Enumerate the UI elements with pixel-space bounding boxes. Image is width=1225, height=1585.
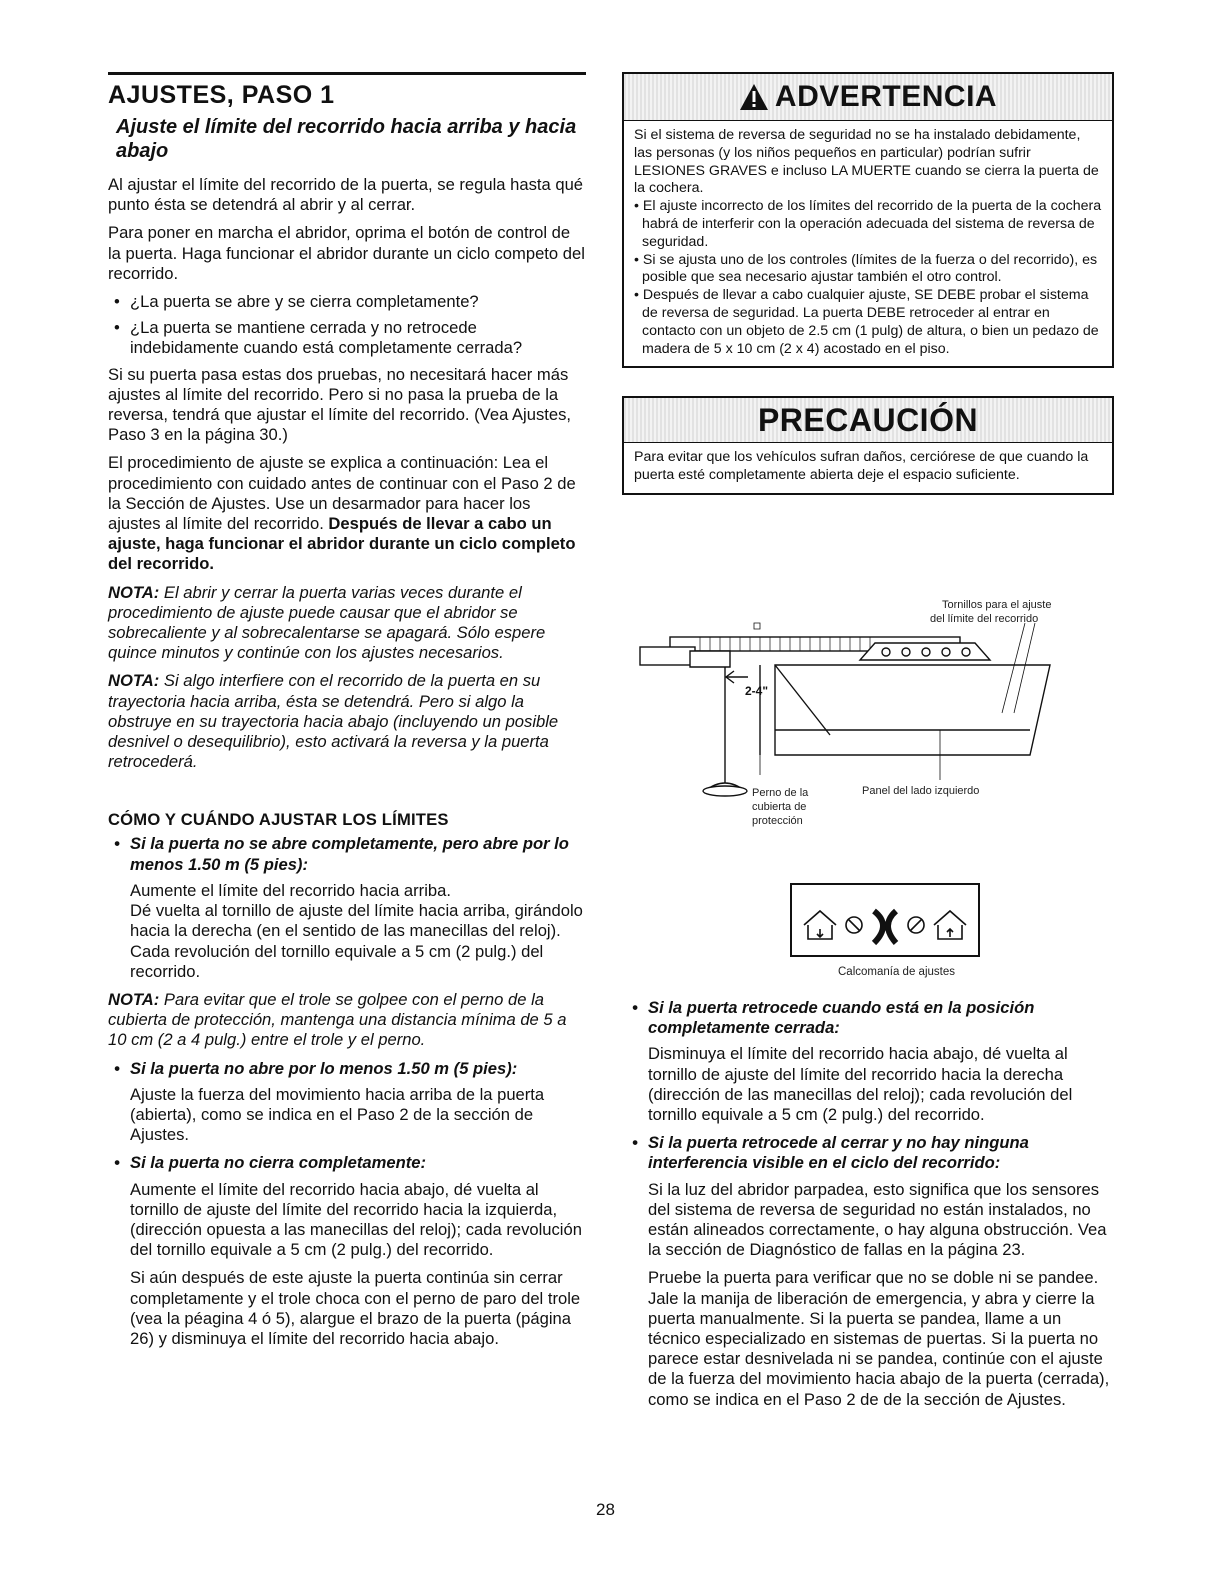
- note: [108, 990, 586, 1051]
- paragraph: Para poner en marcha el abridor, oprima el botón de control de la puerta. Haga funcionar el abridor durante un ciclo competo del recorrido.: [108, 223, 585, 283]
- case-text: Si la luz del abridor parpadea, esto significa que los sensores del sistema de reversa de seguridad no están instalados, no están alineados correctamente, o hay alguna obstrucción. Vea la sección de Diagnóstico de fallas en la página 23.: [648, 1179, 1107, 1260]
- warning-title: ADVERTENCIA: [774, 80, 998, 113]
- screws-label-line1: Tornillos para el ajuste: [942, 599, 1052, 611]
- left-column: [108, 72, 586, 1357]
- caution-title: PRECAUCIÓN: [757, 401, 979, 438]
- paragraph: [108, 453, 586, 574]
- screws-label-line2: del límite del recorrido: [930, 613, 1039, 625]
- case-text: Disminuya el límite del recorrido hacia abajo, dé vuelta al tornillo de ajuste del límite del recorrido hacia la derecha (dirección de las manecillas del reloj); cada revolución del tornillo equivale a 5 cm (2 pulg.) del recorrido.: [648, 1044, 1073, 1125]
- case-text: Aumente el límite del recorrido hacia arriba.: [130, 880, 451, 900]
- paragraph: Si su puerta pasa estas dos pruebas, no necesitará hacer más ajustes al límite del recorrido. Pero si no pasa la prueba de la reversa, tendrá que ajustar el límite del recorrido. (Vea Ajustes, Paso 3 en la página 30.): [108, 364, 572, 445]
- bold-instruction: Después de llevar a cabo un ajuste, haga funcionar el abridor durante un ciclo completo del recorrido.: [108, 514, 576, 574]
- case-heading: • Si la puerta retrocede al cerrar y no hay ninguna interferencia visible en el ciclo del recorrido:: [626, 1133, 1112, 1173]
- page-title: AJUSTES, PASO 1: [108, 81, 335, 109]
- decal-caption: Calcomanía de ajustes: [838, 966, 955, 978]
- rotate-arrows-icon: [874, 911, 883, 943]
- warning-bullet: • El ajuste incorrecto de los límites del recorrido de la puerta de la cochera habrá de interferir con la operación adecuada del sistema de reversa de seguridad.: [634, 198, 1102, 250]
- opener-diagram: [630, 595, 1110, 845]
- note-text: Si algo interfiere con el recorrido de la puerta en su trayectoria hacia arriba, ésta se detendrá. Pero si algo la obstruye en su trayectoria hacia abajo (incluyendo un posible desnivel o desequilibrio), esto activará la reversa y la puerta retrocederá.: [108, 671, 559, 772]
- paragraph: Al ajustar el límite del recorrido de la puerta, se regula hasta qué punto ésta se detendrá al abrir y al cerrar.: [108, 175, 584, 215]
- note-text: El abrir y cerrar la puerta varias veces durante el procedimiento de ajuste puede causar que el abridor se sobrecaliente y al sobrecalentarse se apagará. Sólo espere quince minutos y continúe con los ajustes necesarios.: [108, 582, 546, 663]
- section-subtitle: Ajuste el límite del recorrido hacia arriba y hacia abajo: [116, 116, 577, 162]
- warning-header: [624, 74, 1112, 121]
- warning-box: [622, 72, 1114, 368]
- opener-drawing: [630, 595, 1110, 845]
- bolt-label-line3: protección: [752, 815, 803, 827]
- note-text: Para evitar que el trole se golpee con el perno de la cubierta de protección, mantenga una distancia mínima de 5 a 10 cm (2 a 4 pulg.) entre el trole y el perno.: [108, 989, 567, 1050]
- right-column: [622, 72, 1114, 495]
- warning-triangle-icon: [739, 83, 769, 111]
- caution-header: [624, 398, 1112, 443]
- decal-icons: [792, 885, 978, 955]
- paragraph-text: El procedimiento de ajuste se explica a continuación: Lea el procedimiento con cuidado antes de continuar con el Paso 2 de la Sección de Ajustes. Use un desarmador para hacer los ajustes al límite del recorrido.: [108, 453, 576, 534]
- bullet-item: • ¿La puerta se abre y se cierra completamente?: [108, 292, 586, 312]
- case-text: Ajuste la fuerza del movimiento hacia arriba de la puerta (abierta), como se indica en el Paso 2 de la sección de Ajustes.: [130, 1084, 545, 1145]
- case-heading: • Si la puerta retrocede cuando está en la posición completamente cerrada:: [626, 998, 1112, 1038]
- gap-label: 2-4": [745, 684, 769, 698]
- note: [108, 671, 586, 772]
- caution-text: Para evitar que los vehículos sufran daños, cerciórese de que cuando la puerta esté completamente abierta deje el espacio suficiente.: [634, 449, 1089, 484]
- case-heading: • Si la puerta no cierra completamente:: [108, 1153, 586, 1173]
- title-rule: [108, 72, 586, 75]
- warning-body: [624, 121, 1112, 366]
- note: [108, 583, 586, 664]
- case-text: Pruebe la puerta para verificar que no se doble ni se pandee. Jale la manija de liberación de emergencia, y abra y cierre la puerta manualmente. Si la puerta se pandea, llame a un técnico especializado en sistemas de puertas. Si la puerta no parece estar desnivelada ni se pandea, continúe con el ajuste de la fuerza del movimiento hacia abajo de la puerta (cerrada), como se indica en el Paso 2 de de la sección de Ajustes.: [648, 1268, 1110, 1409]
- section-heading: CÓMO Y CUÁNDO AJUSTAR LOS LÍMITES: [108, 810, 449, 830]
- bolt-label-line2: cubierta de: [752, 801, 807, 813]
- note-label: NOTA:: [108, 582, 160, 602]
- panel-label: Panel del lado izquierdo: [862, 785, 980, 797]
- warning-intro: Si el sistema de reversa de seguridad no se ha instalado debidamente, las personas (y los niños pequeños en particular) podrían sufrir LESIONES GRAVES e incluso LA MUERTE cuando se cierra la puerta de la cochera.: [634, 127, 1099, 197]
- case-heading: • Si la puerta no se abre completamente, pero abre por lo menos 1.50 m (5 pies):: [108, 834, 586, 874]
- case-text: Dé vuelta al tornillo de ajuste del límite hacia arriba, girándolo hacia la derecha (en el sentido de las manecillas del reloj). Cada revolución del tornillo equivale a 5 cm (2 pulg.) del recorrido.: [130, 901, 583, 981]
- caution-box: [622, 396, 1114, 495]
- case-text: Aumente el límite del recorrido hacia abajo, dé vuelta al tornillo de ajuste del límite del recorrido hacia la izquierda, (dirección opuesta a las manecillas del reloj); cada revolución del tornillo equivale a 5 cm (2 pulg.) del recorrido.: [130, 1179, 582, 1260]
- page-number: 28: [596, 1500, 615, 1519]
- adjustment-decal: [790, 883, 980, 957]
- bullet-item: • ¿La puerta se mantiene cerrada y no retrocede indebidamente cuando está completamente cerrada?: [108, 318, 586, 358]
- note-label: NOTA:: [108, 671, 160, 691]
- note-label: NOTA:: [108, 989, 160, 1009]
- warning-bullet: • Después de llevar a cabo cualquier ajuste, SE DEBE probar el sistema de reversa de seguridad. La puerta DEBE retroceder al entrar en contacto con un objeto de 2.5 cm (1 pulg) de altura, o bien un pedazo de madera de 5 x 10 cm (2 x 4) acostado en el piso.: [634, 287, 1099, 357]
- right-lower-column: [626, 998, 1112, 1418]
- case-text: Si aún después de este ajuste la puerta continúa sin cerrar completamente y el trole choca con el perno de paro del trole (vea la péagina 4 ó 5), alargue el brazo de la puerta (página 26) y disminuya el límite del recorrido hacia abajo.: [130, 1268, 581, 1348]
- warning-bullet: • Si se ajusta uno de los controles (límites de la fuerza o del recorrido), es posible que sea necesario ajustar también el otro control.: [634, 251, 1098, 286]
- case-heading: • Si la puerta no abre por lo menos 1.50 m (5 pies):: [108, 1059, 586, 1079]
- bolt-label-line1: Perno de la: [752, 787, 809, 799]
